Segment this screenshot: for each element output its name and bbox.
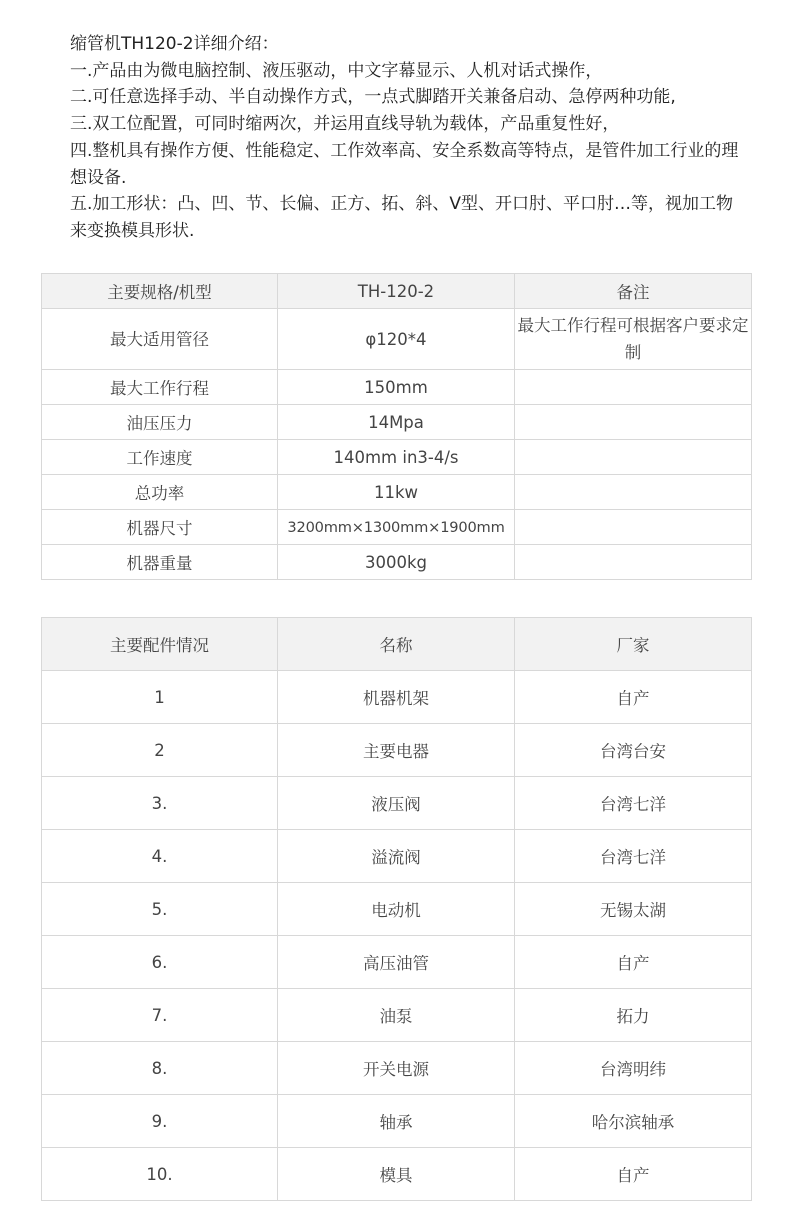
intro-line-2: 二.可任意选择手动、半自动操作方式，一点式脚踏开关兼备启动、急停两种功能,: [70, 87, 676, 108]
parts-maker: 拓力: [515, 989, 752, 1042]
spec-value: 3200mm×1300mm×1900mm: [278, 510, 515, 545]
parts-no: 10.: [42, 1148, 278, 1201]
intro-line-1: 一.产品由为微电脑控制、液压驱动，中文字幕显示、人机对话式操作，: [70, 60, 603, 81]
parts-header-maker: 厂家: [515, 618, 752, 671]
spec-name: 工作速度: [42, 440, 278, 475]
parts-row: [42, 883, 752, 936]
spec-note: [515, 475, 752, 510]
spec-name: 油压压力: [42, 405, 278, 440]
parts-maker: 自产: [515, 936, 752, 989]
parts-name: 液压阀: [278, 777, 515, 830]
parts-row: [42, 724, 752, 777]
parts-no: 4.: [42, 830, 278, 883]
parts-row: [42, 989, 752, 1042]
parts-no: 3.: [42, 777, 278, 830]
parts-name: 溢流阀: [278, 830, 515, 883]
parts-row: [42, 1095, 752, 1148]
spec-row: [42, 510, 752, 545]
spec-row: [42, 545, 752, 580]
parts-table: [41, 617, 752, 1201]
parts-name: 高压油管: [278, 936, 515, 989]
parts-maker: 台湾七洋: [515, 830, 752, 883]
parts-no: 5.: [42, 883, 278, 936]
parts-header-row: [42, 618, 752, 671]
parts-name: 主要电器: [278, 724, 515, 777]
parts-maker: 台湾七洋: [515, 777, 752, 830]
intro-line-5: 五.加工形状：凸、凹、节、长偏、正方、拓、斜、V型、开口肘、平口肘…等，视加工物来变换模具形状.: [70, 194, 734, 241]
parts-row: [42, 830, 752, 883]
product-intro: [70, 31, 750, 245]
parts-name: 轴承: [278, 1095, 515, 1148]
spec-value: 140mm in3-4/s: [278, 440, 515, 475]
spec-table: [41, 273, 752, 580]
parts-maker: 台湾台安: [515, 724, 752, 777]
parts-maker: 自产: [515, 1148, 752, 1201]
parts-maker: 无锡太湖: [515, 883, 752, 936]
spec-row: [42, 309, 752, 370]
parts-maker: 自产: [515, 671, 752, 724]
parts-name: 电动机: [278, 883, 515, 936]
spec-value: 14Mpa: [278, 405, 515, 440]
parts-no: 7.: [42, 989, 278, 1042]
parts-header-name: 名称: [278, 618, 515, 671]
parts-maker: 台湾明纬: [515, 1042, 752, 1095]
intro-line-3: 三.双工位配置，可同时缩两次，并运用直线导轨为载体，产品重复性好，: [70, 114, 620, 135]
spec-name: 最大工作行程: [42, 370, 278, 405]
parts-name: 油泵: [278, 989, 515, 1042]
parts-row: [42, 1148, 752, 1201]
spec-name: 总功率: [42, 475, 278, 510]
spec-row: [42, 475, 752, 510]
parts-row: [42, 777, 752, 830]
parts-name: 模具: [278, 1148, 515, 1201]
parts-no: 2: [42, 724, 278, 777]
spec-value: 3000kg: [278, 545, 515, 580]
spec-header-note: 备注: [515, 274, 752, 309]
parts-row: [42, 936, 752, 989]
spec-header-model: TH-120-2: [278, 274, 515, 309]
spec-name: 机器尺寸: [42, 510, 278, 545]
spec-note: 最大工作行程可根据客户要求定制: [515, 309, 752, 370]
spec-name: 最大适用管径: [42, 309, 278, 370]
spec-row: [42, 440, 752, 475]
parts-row: [42, 1042, 752, 1095]
spec-note: [515, 370, 752, 405]
parts-no: 8.: [42, 1042, 278, 1095]
spec-note: [515, 545, 752, 580]
parts-name: 机器机架: [278, 671, 515, 724]
spec-header-row: [42, 274, 752, 309]
spec-header-name: 主要规格/机型: [42, 274, 278, 309]
parts-name: 开关电源: [278, 1042, 515, 1095]
spec-note: [515, 405, 752, 440]
parts-row: [42, 671, 752, 724]
parts-no: 9.: [42, 1095, 278, 1148]
intro-line-4: 四.整机具有操作方便、性能稳定、工作效率高、安全系数高等特点，是管件加工行业的理想设备.: [70, 140, 739, 188]
spec-value: 150mm: [278, 370, 515, 405]
parts-no: 6.: [42, 936, 278, 989]
parts-no: 1: [42, 671, 278, 724]
intro-title: 缩管机TH120-2详细介绍：: [70, 34, 279, 54]
spec-name: 机器重量: [42, 545, 278, 580]
spec-value: φ120*4: [278, 309, 515, 370]
spec-row: [42, 370, 752, 405]
spec-note: [515, 510, 752, 545]
spec-row: [42, 405, 752, 440]
parts-header-no: 主要配件情况: [42, 618, 278, 671]
spec-note: [515, 440, 752, 475]
spec-value: 11kw: [278, 475, 515, 510]
parts-maker: 哈尔滨轴承: [515, 1095, 752, 1148]
